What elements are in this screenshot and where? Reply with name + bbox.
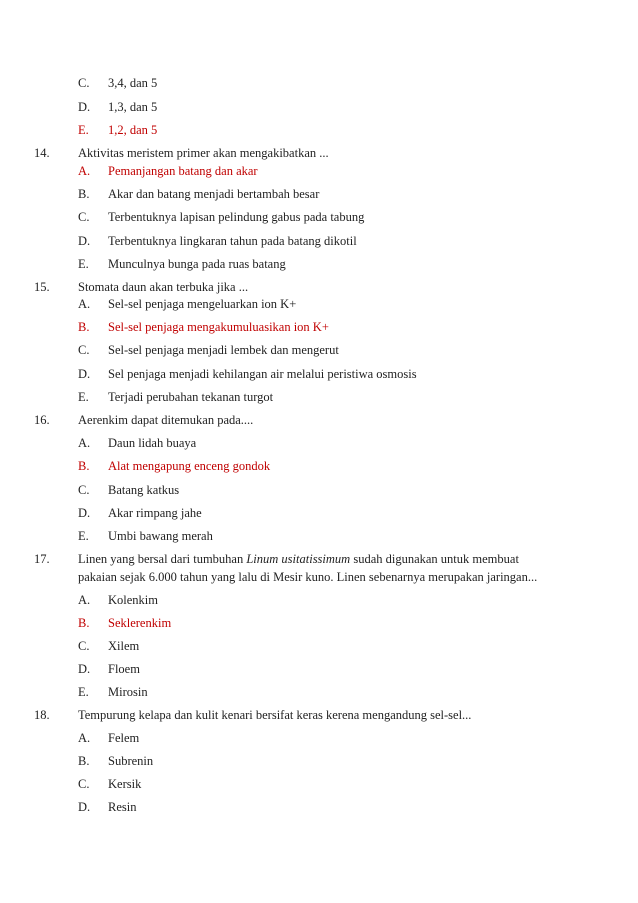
option-letter: C.	[78, 777, 90, 791]
option-letter: E.	[78, 685, 89, 699]
option-text: Terbentuknya lingkaran tahun pada batang dikotil	[108, 234, 357, 248]
option-text: Sel penjaga menjadi kehilangan air melalui peristiwa osmosis	[108, 367, 417, 381]
option-text: Floem	[108, 662, 140, 676]
option-text: Resin	[108, 800, 137, 814]
option-letter: B.	[78, 187, 90, 201]
question-number: 15.	[34, 280, 50, 294]
question-text: pakaian sejak 6.000 tahun yang lalu di Mesir kuno. Linen sebenarnya merupakan jaringan...	[78, 570, 538, 584]
option-text: Sel-sel penjaga mengakumuluasikan ion K+	[108, 320, 329, 334]
question-text: Aerenkim dapat ditemukan pada....	[78, 413, 254, 427]
option-text: Felem	[108, 731, 140, 745]
option-text: Sel-sel penjaga menjadi lembek dan mengerut	[108, 343, 339, 357]
option-text: Akar dan batang menjadi bertambah besar	[108, 187, 320, 201]
option-text: Alat mengapung enceng gondok	[108, 459, 271, 473]
option-letter: D.	[78, 506, 91, 520]
question-number: 14.	[34, 146, 50, 160]
option-letter: E.	[78, 123, 89, 137]
option-letter: A.	[78, 297, 91, 311]
question-number: 16.	[34, 413, 50, 427]
species-name: Linum usitatissimum	[246, 552, 351, 566]
option-text: Akar rimpang jahe	[108, 506, 202, 520]
question-text: Aktivitas meristem primer akan mengakibatkan ...	[78, 146, 329, 160]
option-letter: C.	[78, 210, 90, 224]
option-text: Daun lidah buaya	[108, 436, 197, 450]
option-letter: A.	[78, 731, 91, 745]
question-text	[78, 551, 519, 567]
option-letter: A.	[78, 436, 91, 450]
option-letter: D.	[78, 100, 91, 114]
question-text-part: sudah digunakan untuk membuat	[350, 552, 519, 566]
option-text: Kolenkim	[108, 593, 158, 607]
option-text: 1,2, dan 5	[108, 123, 158, 137]
option-text: 3,4, dan 5	[108, 76, 158, 90]
option-text: Seklerenkim	[108, 616, 172, 630]
question-text: Tempurung kelapa dan kulit kenari bersifat keras kerena mengandung sel-sel...	[78, 708, 472, 722]
option-letter: B.	[78, 320, 90, 334]
option-letter: B.	[78, 459, 90, 473]
option-letter: C.	[78, 639, 90, 653]
option-text: Pemanjangan batang dan akar	[108, 164, 258, 178]
option-letter: E.	[78, 390, 89, 404]
option-text: Subrenin	[108, 754, 154, 768]
option-letter: D.	[78, 367, 91, 381]
option-letter: D.	[78, 662, 91, 676]
option-letter: E.	[78, 257, 89, 271]
question-number: 17.	[34, 552, 50, 566]
question-text: Stomata daun akan terbuka jika ...	[78, 280, 249, 294]
option-letter: B.	[78, 616, 90, 630]
option-text: Kersik	[108, 777, 142, 791]
option-text: Umbi bawang merah	[108, 529, 213, 543]
option-letter: D.	[78, 800, 91, 814]
option-text: Mirosin	[108, 685, 148, 699]
option-letter: B.	[78, 754, 90, 768]
option-letter: E.	[78, 529, 89, 543]
question-number: 18.	[34, 708, 50, 722]
option-letter: C.	[78, 343, 90, 357]
option-letter: D.	[78, 234, 91, 248]
option-text: Terbentuknya lapisan pelindung gabus pada tabung	[108, 210, 365, 224]
option-letter: A.	[78, 164, 91, 178]
option-text: Sel-sel penjaga mengeluarkan ion K+	[108, 297, 297, 311]
option-text: 1,3, dan 5	[108, 100, 158, 114]
option-text: Munculnya bunga pada ruas batang	[108, 257, 286, 271]
option-letter: C.	[78, 483, 90, 497]
option-letter: A.	[78, 593, 91, 607]
option-text: Terjadi perubahan tekanan turgot	[108, 390, 274, 404]
option-text: Xilem	[108, 639, 140, 653]
option-letter: C.	[78, 76, 90, 90]
option-text: Batang katkus	[108, 483, 180, 497]
question-text-part: Linen yang bersal dari tumbuhan	[78, 552, 247, 566]
